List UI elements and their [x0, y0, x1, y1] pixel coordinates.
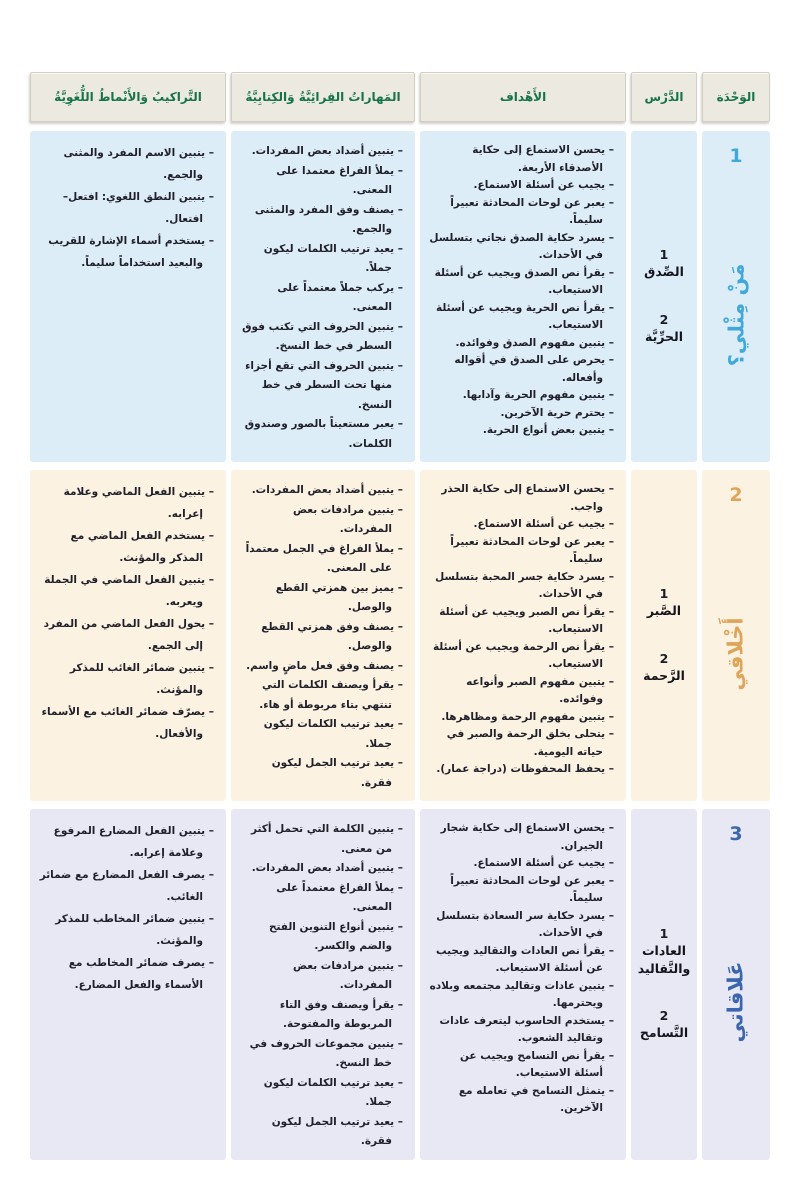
list-item: – يتبين مرادفات بعض المفردات. — [239, 957, 403, 996]
list-item: – يحسن الاستماع إلى حكاية الحذر واجب. — [428, 481, 614, 516]
objectives-cell — [420, 131, 626, 462]
list-item: – يجيب عن أسئلة الاستماع. — [428, 855, 614, 873]
unit-cell — [702, 809, 770, 1160]
list-item: – يصنف وفق المفرد والمثنى والجمع. — [239, 201, 403, 240]
list-item: – يصرف ضمائر المخاطب مع الأسماء والفعل المضارع. — [38, 952, 214, 996]
column-header-objectives: الأَهْداف — [420, 72, 626, 122]
lesson-name: الرَّحمة — [643, 667, 685, 683]
list-item: – يحسن الاستماع إلى حكاية الأصدقاء الأربعة. — [428, 142, 614, 177]
unit-row-2 — [30, 470, 770, 801]
list-item: – يصنف وفق همزتي القطع والوصل. — [239, 618, 403, 657]
list-item: – يعبر مستعيناً بالصور وصندوق الكلمات. — [239, 415, 403, 454]
objectives-cell — [420, 809, 626, 1160]
unit-number: 2 — [729, 484, 743, 506]
unit-title: أَخْلاقي — [724, 616, 748, 691]
structures-cell — [30, 470, 226, 801]
lesson-number: 1 — [659, 247, 669, 263]
table-header-row — [30, 72, 770, 122]
list-item: – يحول الفعل الماضي من المفرد إلى الجمع. — [38, 613, 214, 657]
list-item: – يتبين الفعل المضارع المرفوع وعلامة إعرابه. — [38, 820, 214, 864]
list-item: – يقرأ نص التسامح ويجيب عن أسئلة الاستيعاب. — [428, 1048, 614, 1083]
list-item: – يعبر عن لوحات المحادثة تعبيراً سليماً. — [428, 534, 614, 569]
lesson-number: 2 — [659, 650, 669, 666]
list-item: – يحسن الاستماع إلى حكاية شجار الجيران. — [428, 820, 614, 855]
unit-number: 1 — [729, 145, 743, 167]
list-item: – يتبين مفهوم الصبر وأنواعه وفوائده. — [428, 674, 614, 709]
list-item: – يعيد ترتيب الجمل ليكون فقرة. — [239, 754, 403, 793]
column-header-skills: المَهاراتُ القِرائِيَّةُ وَالكِتابِيَّةُ — [231, 72, 415, 122]
column-header-unit: الوَحْدَة — [702, 72, 770, 122]
list-item: – يتمثل التسامح في تعامله مع الآخرين. — [428, 1083, 614, 1118]
lesson-number: 2 — [659, 311, 669, 327]
list-item: – يميز بين همزتي القطع والوصل. — [239, 579, 403, 618]
list-item: – يحرص على الصدق في أقواله وأفعاله. — [428, 352, 614, 387]
list-item: – يستخدم الفعل الماضي مع المذكر والمؤنث. — [38, 525, 214, 569]
objectives-cell — [420, 470, 626, 801]
list-item: – يتبين أنواع التنوين الفتح والضم والكسر. — [239, 918, 403, 957]
skills-cell — [231, 470, 415, 801]
list-item: – يملأ الفراغ معتمداً على المعنى. — [239, 879, 403, 918]
list-item: – يعيد ترتيب الكلمات ليكون جملا. — [239, 1074, 403, 1113]
unit-cell — [702, 470, 770, 801]
list-item: – يتبين الفعل الماضي وعلامة إعرابه. — [38, 481, 214, 525]
list-item: – يقرأ نص الرحمة ويجيب عن أسئلة الاستيعاب. — [428, 639, 614, 674]
lesson-number: 1 — [659, 586, 669, 602]
list-item: – يتبين عادات وتقاليد مجتمعه وبلاده ويحترمها. — [428, 978, 614, 1013]
unit-title: عَلاقاتي — [724, 961, 748, 1043]
list-item: – يسرد حكاية سر السعادة بتسلسل في الأحداث. — [428, 908, 614, 943]
lesson-cell — [631, 470, 697, 801]
list-item: – يقرأ نص الصدق ويجيب عن أسئلة الاستيعاب. — [428, 265, 614, 300]
list-item: – يصرّف ضمائر الغائب مع الأسماء والأفعال. — [38, 701, 214, 745]
list-item: – يعيد ترتيب الكلمات ليكون جملا. — [239, 715, 403, 754]
list-item: – يتبين الكلمة التي تحمل أكثر من معنى. — [239, 820, 403, 859]
lesson-name: العادات والتَّقاليد — [637, 943, 691, 977]
list-item: – يسرد حكاية جسر المحبة بتسلسل في الأحداث. — [428, 569, 614, 604]
skills-cell — [231, 131, 415, 462]
list-item: – يستخدم الحاسوب ليتعرف عادات وتقاليد الشعوب. — [428, 1013, 614, 1048]
lesson-name: الصَّبر — [646, 603, 682, 619]
lesson-name: التَّسامح — [639, 1025, 689, 1041]
list-item: – يتبين الحروف التي تقع أجزاء منها تحت السطر في خط النسخ. — [239, 357, 403, 416]
list-item: – يعبر عن لوحات المحادثة تعبيراً سليماً. — [428, 873, 614, 908]
list-item: – يتبين أضداد بعض المفردات. — [239, 481, 403, 501]
lesson-number: 1 — [659, 926, 669, 942]
list-item: – يقرأ ويصنف الكلمات التي تنتهي بتاء مربوطة أو هاء. — [239, 676, 403, 715]
structures-cell — [30, 131, 226, 462]
list-item: – يعيد ترتيب الجمل ليكون فقرة. — [239, 1113, 403, 1152]
list-item: – يتبين مجموعات الحروف في خط النسخ. — [239, 1035, 403, 1074]
list-item: – يتبين مفهوم الرحمة ومظاهرها. — [428, 709, 614, 727]
list-item: – يملأ الفراغ في الجمل معتمداً على المعنى. — [239, 540, 403, 579]
list-item: – يتبين الاسم المفرد والمثنى والجمع. — [38, 142, 214, 186]
list-item: – يقرأ نص الصبر ويجيب عن أسئلة الاستيعاب. — [428, 604, 614, 639]
lesson-number: 2 — [659, 1008, 669, 1024]
lesson-name: الحرِّيَّة — [644, 328, 684, 344]
list-item: – يتحلى بخلق الرحمة والصبر في حياته اليومية. — [428, 726, 614, 761]
list-item: – يقرأ ويصنف وفق التاء المربوطة والمفتوحة. — [239, 996, 403, 1035]
unit-number: 3 — [729, 823, 743, 845]
unit-title-wrap — [702, 506, 770, 801]
list-item: – يسرد حكاية الصدق نجاتي بتسلسل في الأحداث. — [428, 230, 614, 265]
lesson-name: الصِّدق — [644, 264, 684, 280]
list-item: – يجيب عن أسئلة الاستماع. — [428, 516, 614, 534]
list-item: – يتبين مفهوم الصدق وفوائده. — [428, 335, 614, 353]
list-item: – يتبين الحروف التي تكتب فوق السطر في خط النسخ. — [239, 318, 403, 357]
skills-cell — [231, 809, 415, 1160]
unit-title: مَنْ مِثْلي؟ — [723, 263, 748, 366]
list-item: – يتبين أضداد بعض المفردات. — [239, 142, 403, 162]
list-item: – يعبر عن لوحات المحادثة تعبيراً سليماً. — [428, 195, 614, 230]
list-item: – يستخدم أسماء الإشارة للقريب والبعيد استخداماً سليماً. — [38, 230, 214, 274]
list-item: – يتبين النطق اللغوي: افتعل– افتعال. — [38, 186, 214, 230]
structures-cell — [30, 809, 226, 1160]
list-item: – يقرأ نص الحرية ويجيب عن أسئلة الاستيعاب. — [428, 300, 614, 335]
list-item: – يركب جملاً معتمداً على المعنى. — [239, 279, 403, 318]
column-header-lesson: الدَّرْس — [631, 72, 697, 122]
lesson-cell — [631, 809, 697, 1160]
unit-title-wrap — [702, 845, 770, 1160]
list-item: – يملأ الفراغ معتمدا على المعنى. — [239, 162, 403, 201]
unit-row-1 — [30, 131, 770, 462]
list-item: – يتبين بعض أنواع الحرية. — [428, 422, 614, 440]
list-item: – يتبين الفعل الماضي في الجملة ويعربه. — [38, 569, 214, 613]
list-item: – يصنف وفق فعل ماضٍ واسم. — [239, 657, 403, 677]
list-item: – يصرف الفعل المضارع مع ضمائر الغائب. — [38, 864, 214, 908]
list-item: – يحترم حرية الآخرين. — [428, 405, 614, 423]
list-item: – يتبين مرادفات بعض المفردات. — [239, 501, 403, 540]
list-item: – يحفظ المحفوظات (دراجة عمار). — [428, 761, 614, 779]
list-item: – يجيب عن أسئلة الاستماع. — [428, 177, 614, 195]
list-item: – يتبين ضمائر المخاطب للمذكر والمؤنث. — [38, 908, 214, 952]
unit-row-3 — [30, 809, 770, 1160]
curriculum-table — [30, 72, 770, 1160]
unit-cell — [702, 131, 770, 462]
column-header-structures: التَّراكيبُ وَالأَنْماطُ اللُّغَوِيَّةُ — [30, 72, 226, 122]
lesson-cell — [631, 131, 697, 462]
list-item: – يعيد ترتيب الكلمات ليكون جملاً. — [239, 240, 403, 279]
list-item: – يتبين مفهوم الحرية وآدابها. — [428, 387, 614, 405]
list-item: – يتبين أضداد بعض المفردات. — [239, 859, 403, 879]
list-item: – يتبين ضمائر الغائب للمذكر والمؤنث. — [38, 657, 214, 701]
list-item: – يقرأ نص العادات والتقاليد ويجيب عن أسئلة الاستيعاب. — [428, 943, 614, 978]
unit-title-wrap — [702, 167, 770, 462]
